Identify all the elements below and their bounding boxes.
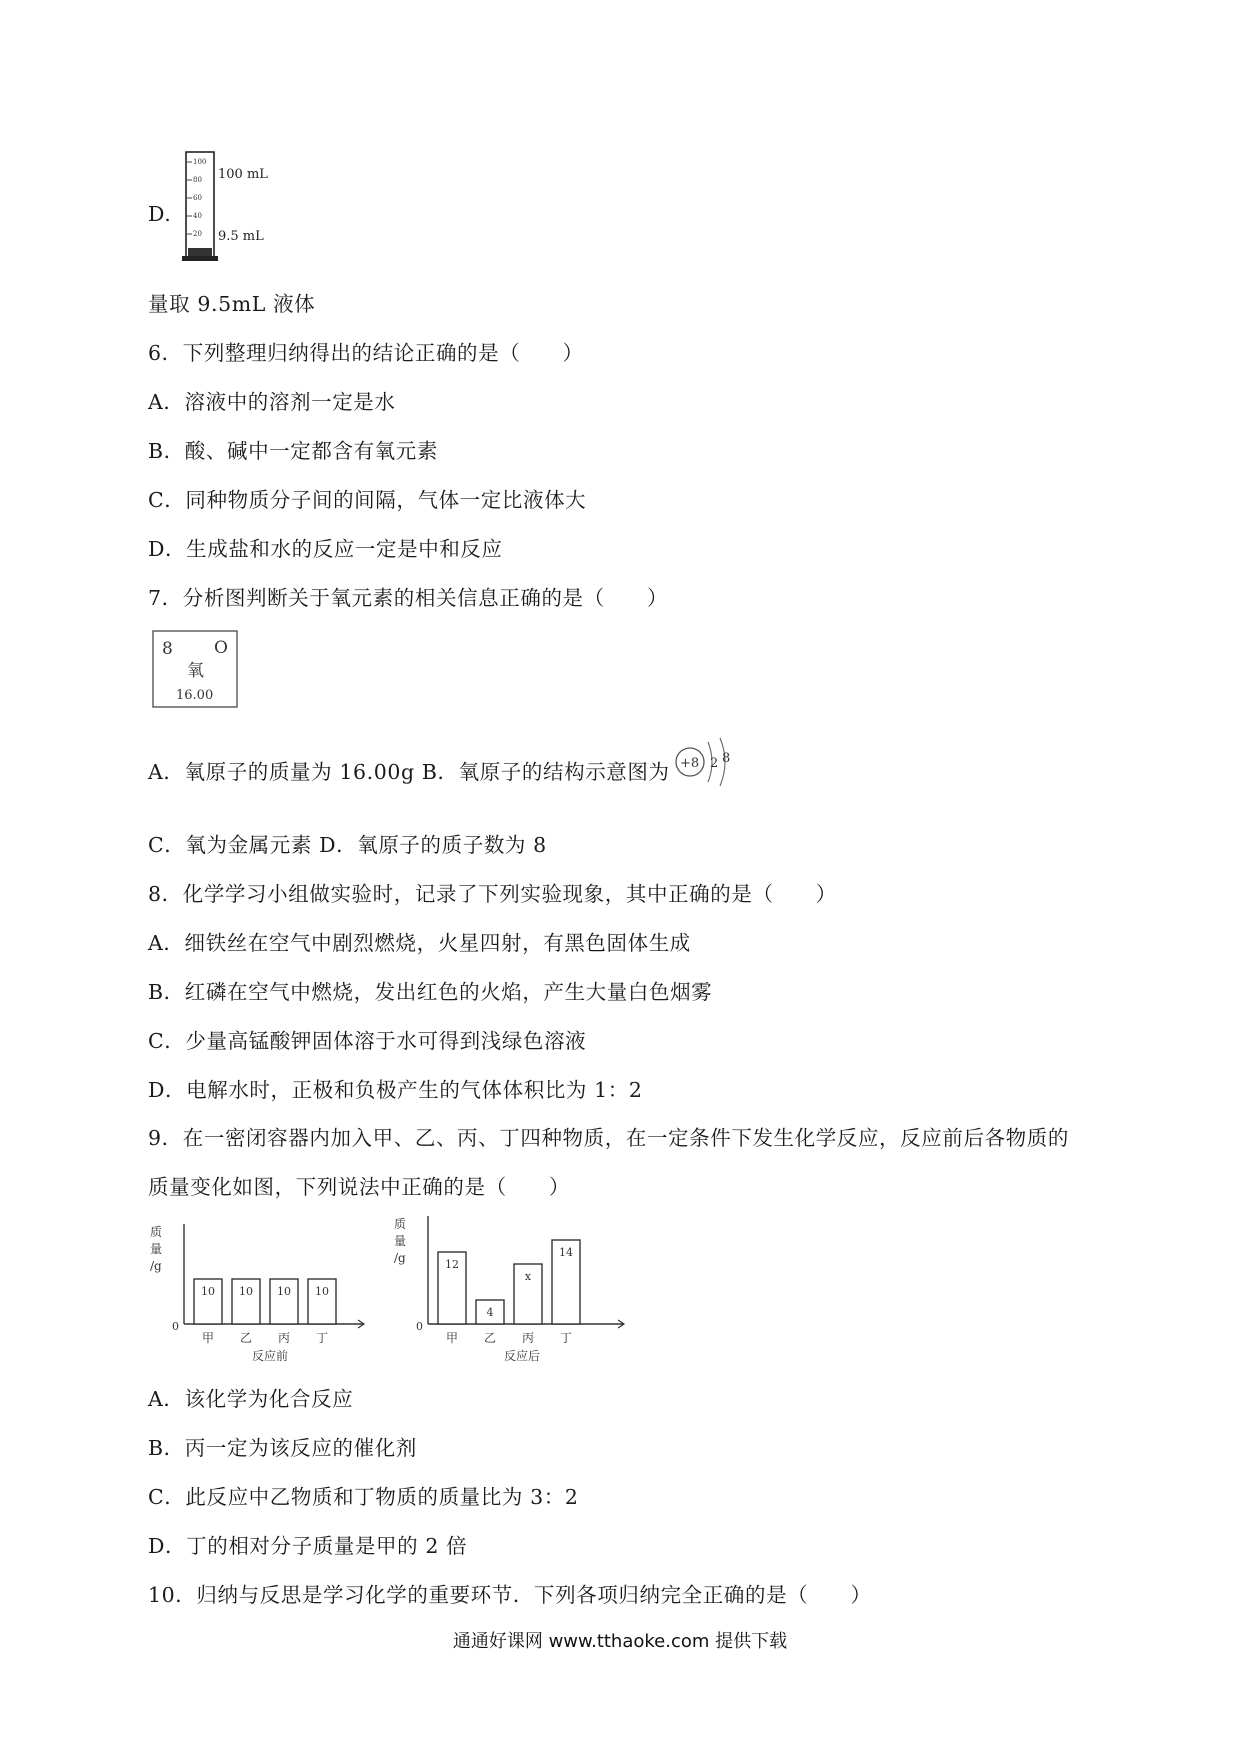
element-atomic-mass: 16.00 (176, 688, 214, 703)
graduated-cylinder (182, 152, 268, 261)
cylinder-label-level: 9.5 mL (218, 229, 264, 244)
atom-nucleus-charge: +8 (680, 756, 700, 771)
q7-option-ab: A．氧原子的质量为 16.00g B．氧原子的结构示意图为 (148, 760, 670, 784)
q9-option-a: A．该化学为化合反应 (148, 1387, 354, 1411)
cylinder-tick-60: 60 (193, 194, 202, 202)
bar-value-label: 10 (315, 1285, 329, 1298)
q8-option-b: B．红磷在空气中燃烧，发出红色的火焰，产生大量白色烟雾 (148, 980, 713, 1004)
atom-shell-1: 2 (710, 756, 719, 771)
q8-option-d: D．电解水时，正极和负极产生的气体体积比为 1：2 (148, 1078, 643, 1102)
q9-option-d: D．丁的相对分子质量是甲的 2 倍 (148, 1534, 468, 1558)
y-axis-label: /g (394, 1251, 406, 1265)
bar-value-label: 14 (559, 1246, 573, 1259)
q9-stem-line2: 质量变化如图，下列说法中正确的是（ ） (148, 1175, 570, 1199)
atom-shell-2: 8 (722, 751, 731, 766)
y-axis-label: /g (150, 1259, 162, 1273)
q6-option-a: A．溶液中的溶剂一定是水 (148, 390, 396, 414)
category-label: 丁 (559, 1331, 573, 1345)
origin-label: 0 (416, 1320, 423, 1333)
q5-option-d-label: D. (148, 202, 172, 226)
q9-stem-line1: 9．在一密闭容器内加入甲、乙、丙、丁四种物质，在一定条件下发生化学反应，反应前后各物质的 (148, 1126, 1069, 1150)
q7-option-cd: C．氧为金属元素 D．氧原子的质子数为 8 (148, 833, 547, 857)
q6-stem: 6．下列整理归纳得出的结论正确的是（ ） (148, 341, 584, 365)
oxygen-element-card (150, 628, 240, 712)
oxygen-atom-structure-diagram (672, 732, 742, 792)
cylinder-tick-100: 100 (193, 158, 207, 166)
q8-option-a: A．细铁丝在空气中剧烈燃烧，火星四射，有黑色固体生成 (148, 931, 691, 955)
bar-value-label: 4 (486, 1306, 494, 1319)
bar-value-label: 12 (445, 1258, 459, 1271)
chart-title: 反应前 (252, 1349, 289, 1363)
chart-title: 反应后 (504, 1349, 541, 1363)
category-label: 甲 (445, 1331, 459, 1345)
cylinder-label-100ml: 100 mL (218, 167, 268, 182)
q9-option-c: C．此反应中乙物质和丁物质的质量比为 3：2 (148, 1485, 579, 1509)
bar-value-label: 10 (201, 1285, 215, 1298)
q6-option-d: D．生成盐和水的反应一定是中和反应 (148, 537, 503, 561)
category-label: 丙 (277, 1331, 291, 1345)
bar-value-label: x (524, 1270, 532, 1283)
graduated-cylinder-figure (180, 148, 280, 266)
q6-option-b: B．酸、碱中一定都含有氧元素 (148, 439, 438, 463)
q7-stem: 7．分析图判断关于氧元素的相关信息正确的是（ ） (148, 586, 669, 610)
category-label: 甲 (201, 1331, 215, 1345)
category-label: 乙 (483, 1331, 497, 1345)
q5-option-d-text: 量取 9.5mL 液体 (148, 292, 316, 316)
y-axis-label: 量 (150, 1242, 163, 1256)
mass-after-reaction-chart (392, 1208, 628, 1364)
category-label: 丙 (521, 1331, 535, 1345)
q6-option-c: C．同种物质分子间的间隔，气体一定比液体大 (148, 488, 587, 512)
cylinder-tick-40: 40 (193, 212, 202, 220)
q8-option-c: C．少量高锰酸钾固体溶于水可得到浅绿色溶液 (148, 1029, 587, 1053)
bar-value-label: 10 (277, 1285, 291, 1298)
y-axis-label: 质 (150, 1225, 163, 1239)
q8-stem: 8．化学学习小组做实验时，记录了下列实验现象，其中正确的是（ ） (148, 882, 837, 906)
cylinder-tick-80: 80 (193, 176, 202, 184)
y-axis-label: 质 (394, 1217, 407, 1231)
element-atomic-number: 8 (162, 639, 173, 659)
element-name: 氧 (187, 661, 204, 681)
y-axis-label: 量 (394, 1234, 407, 1248)
origin-label: 0 (172, 1320, 179, 1333)
category-label: 丁 (315, 1331, 329, 1345)
bar-value-label: 10 (239, 1285, 253, 1298)
mass-before-reaction-chart (148, 1212, 368, 1364)
page-footer: 通通好课网 www.tthaoke.com 提供下载 (452, 1631, 788, 1652)
q10-stem: 10．归纳与反思是学习化学的重要环节．下列各项归纳完全正确的是（ ） (148, 1583, 872, 1607)
category-label: 乙 (239, 1331, 253, 1345)
element-symbol: O (214, 638, 228, 658)
q9-option-b: B．丙一定为该反应的催化剂 (148, 1436, 417, 1460)
cylinder-tick-20: 20 (193, 230, 202, 238)
